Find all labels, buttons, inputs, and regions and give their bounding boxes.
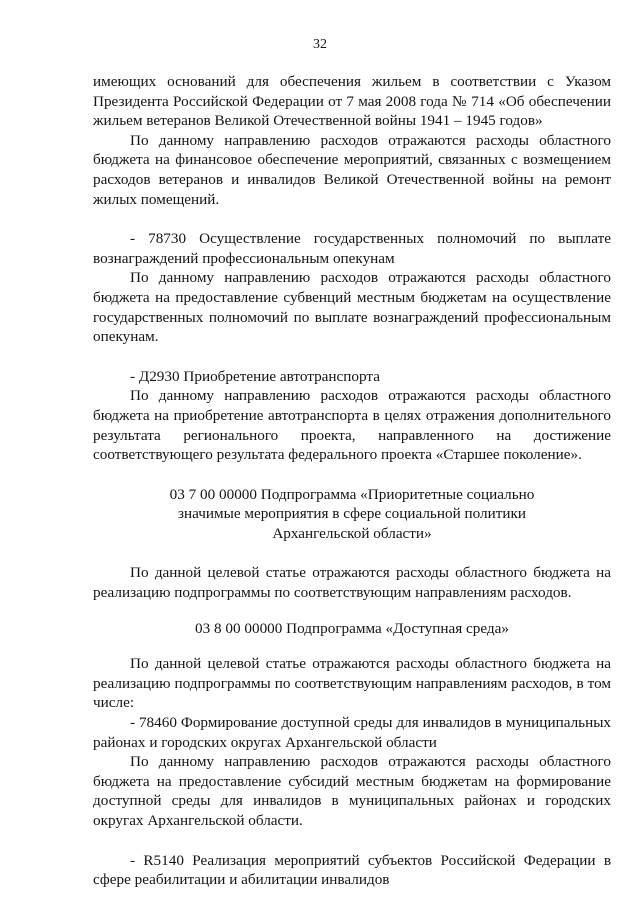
- paragraph: По данной целевой статье отражаются расходы областного бюджета на реализацию подпрограммы по соответствующим направлениям расходов.: [93, 564, 611, 602]
- paragraph: По данному направлению расходов отражаются расходы областного бюджета на предоставление субсидий местным бюджетам на формирование доступной среды для инвалидов в муниципальных районах и городских округах Архангельской области.: [93, 753, 611, 829]
- expense-direction-heading: - 78730 Осуществление государственных полномочий по выплате вознаграждений профессиональным опекунам: [93, 230, 611, 267]
- page-number: 32: [313, 37, 327, 52]
- paragraph: По данному направлению расходов отражаются расходы областного бюджета на предоставление субвенций местным бюджетам на осуществление государственных полномочий по выплате вознаграждений профессиональным опекунам.: [93, 269, 611, 346]
- paragraph: По данному направлению расходов отражаются расходы областного бюджета на финансовое обеспечение мероприятий, связанных с возмещением расходов ветеранов и инвалидов Великой Отечественной войны на ремонт жилых помещений.: [93, 131, 611, 208]
- subprogram-heading: 03 7 00 00000 Подпрограмма «Приоритетные социально значимые мероприятия в сфере социальной политики Архангельской области»: [169, 485, 535, 542]
- expense-direction-heading: - Д2930 Приобретение автотранспорта: [130, 367, 380, 385]
- subprogram-heading: 03 8 00 00000 Подпрограмма «Доступная среда»: [195, 619, 509, 637]
- expense-direction-heading: - 78460 Формирование доступной среды для инвалидов в муниципальных районах и городских округах Архангельской области: [93, 714, 611, 751]
- paragraph: имеющих оснований для обеспечения жильем в соответствии с Указом Президента Российской Федерации от 7 мая 2008 года № 714 «Об обеспечении жильем ветеранов Великой Отечественной войны 1941 – 1945 годов»: [93, 73, 611, 130]
- paragraph: По данному направлению расходов отражаются расходы областного бюджета на приобретение автотранспорта в целях отражения дополнительного результата регионального проекта, направленного на достижение соответствующего результата федерального проекта «Старшее поколение».: [93, 387, 611, 464]
- expense-direction-heading: - R5140 Реализация мероприятий субъектов Российской Федерации в сфере реабилитации и абилитации инвалидов: [93, 851, 611, 889]
- paragraph: По данной целевой статье отражаются расходы областного бюджета на реализацию подпрограммы по соответствующим направлениям расходов, в том числе:: [93, 655, 611, 712]
- document-body: [93, 72, 611, 890]
